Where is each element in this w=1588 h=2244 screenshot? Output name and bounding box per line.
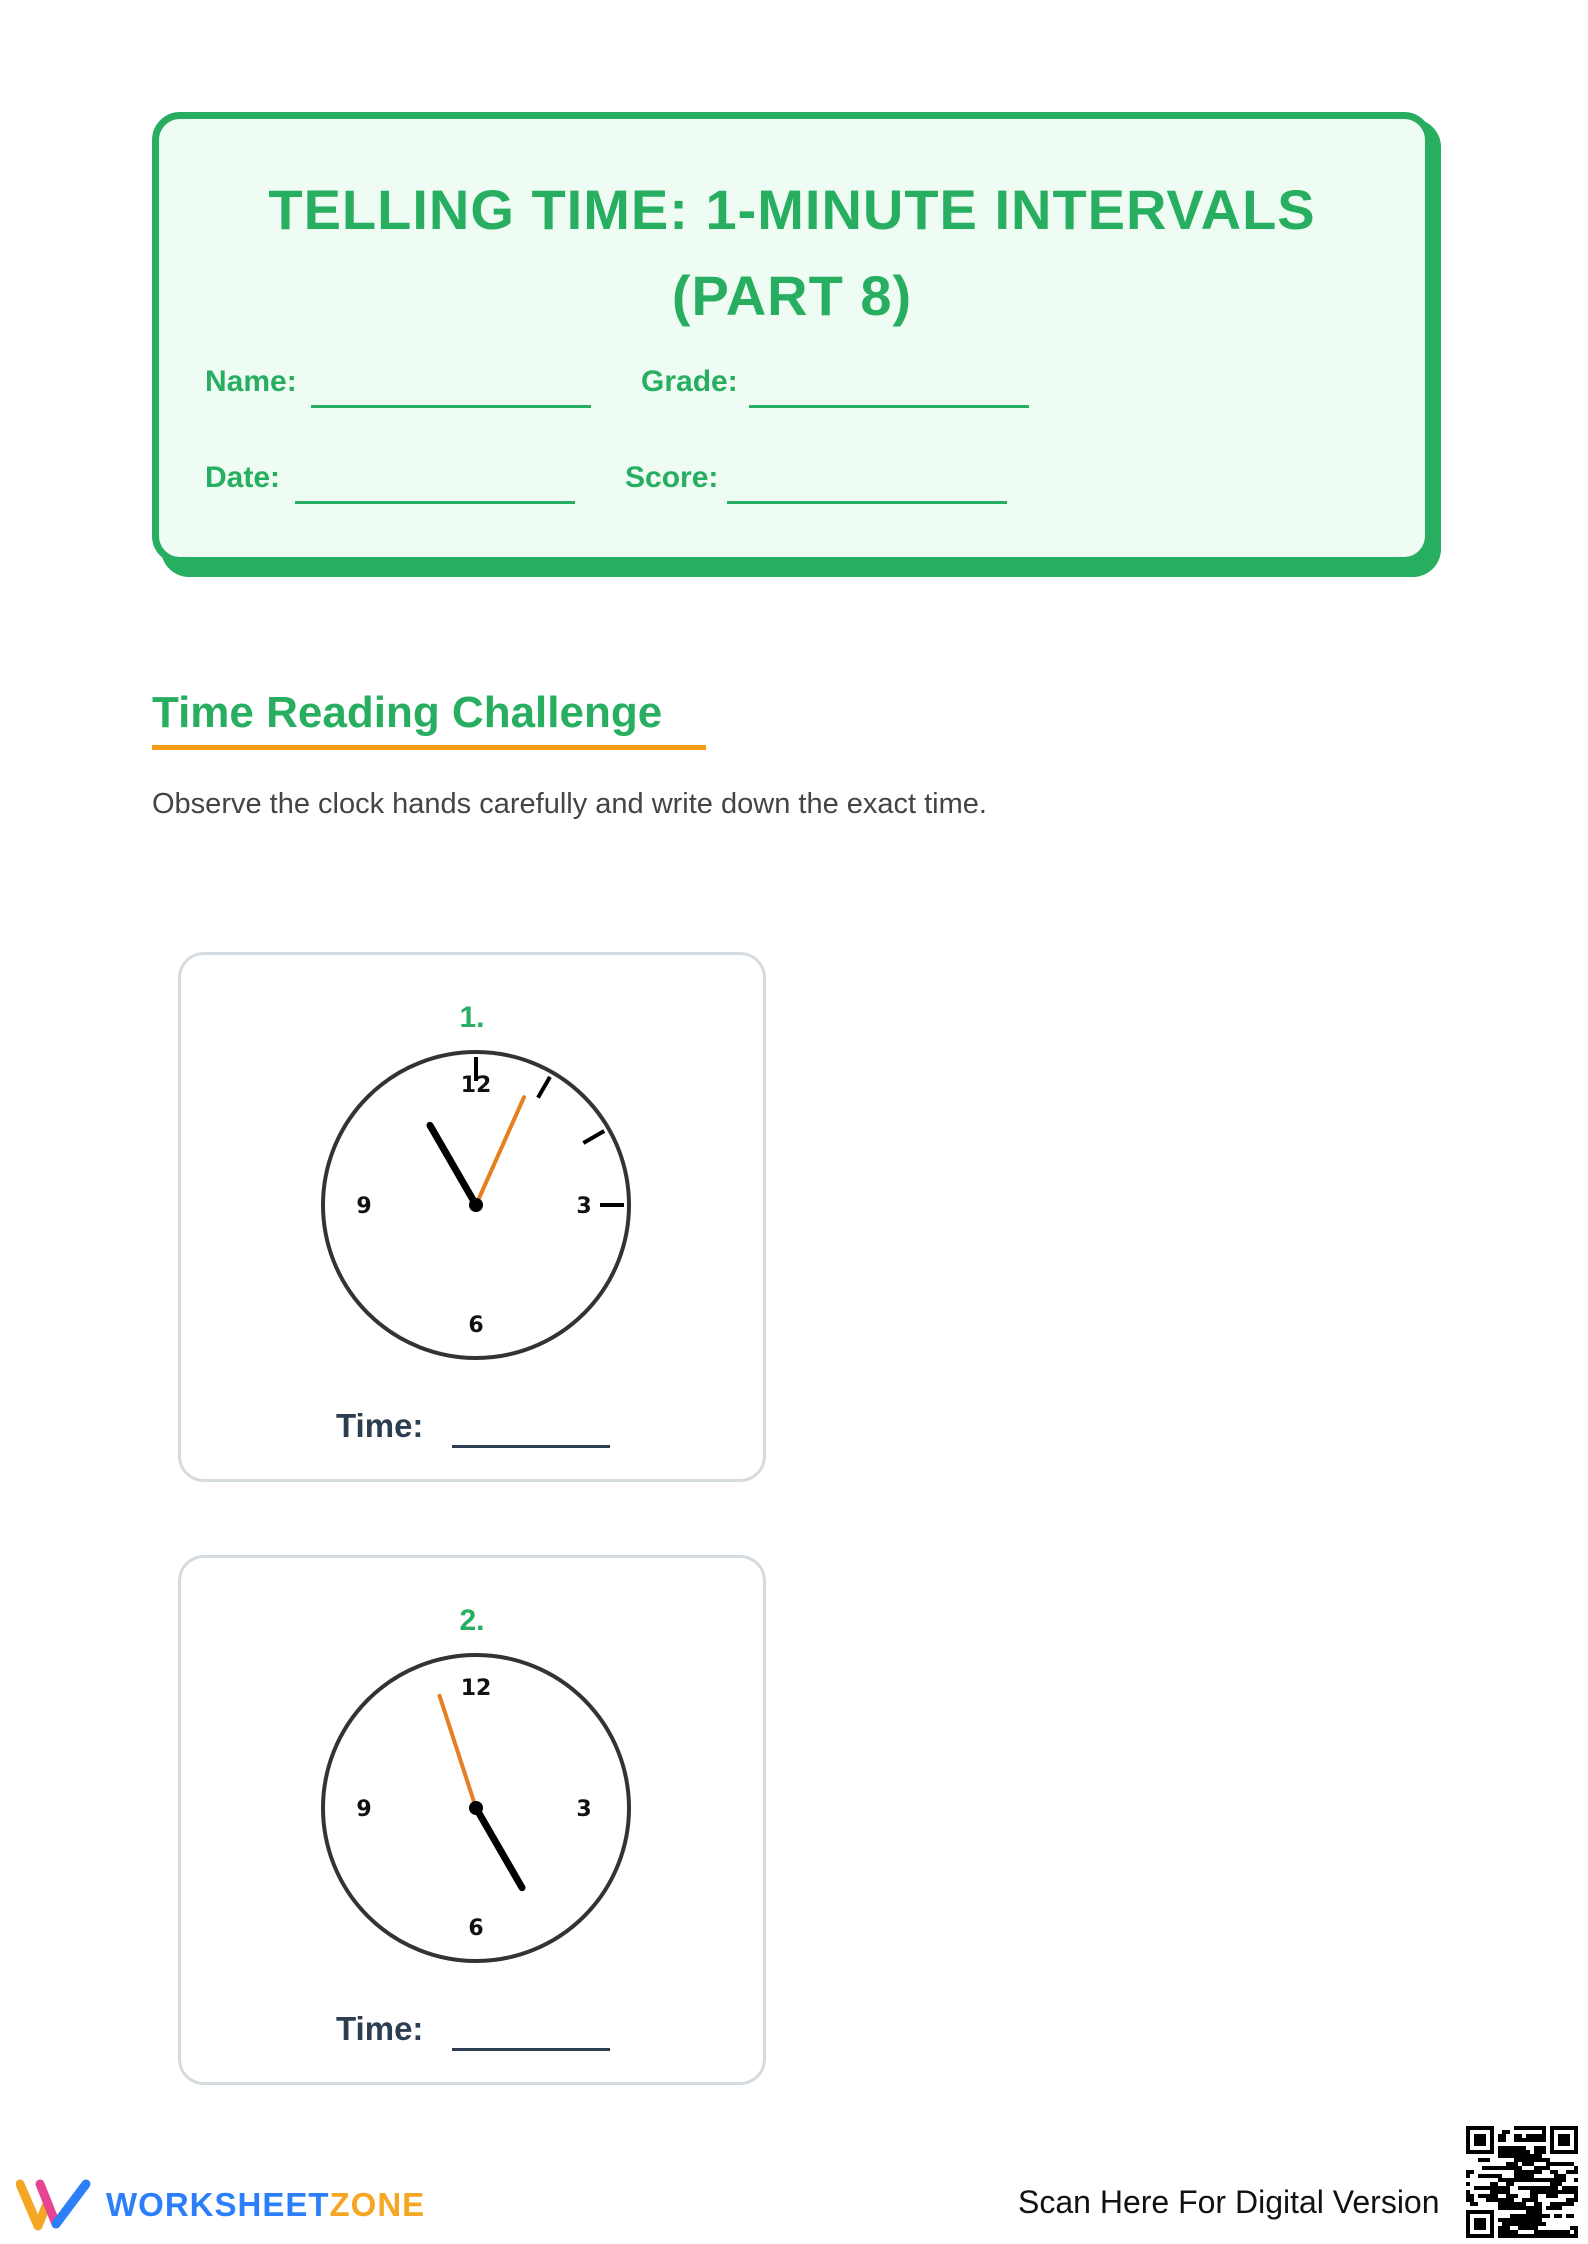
clock-center [469,1801,483,1815]
grade-label: Grade: [641,365,738,398]
brand-part-worksheet: WORKSHEET [106,2186,330,2223]
clock-face [318,1047,634,1363]
scan-text: Scan Here For Digital Version [1018,2184,1440,2220]
worksheet-header [152,112,1432,564]
name-label: Name: [205,365,297,398]
date-label: Date: [205,461,281,494]
time-label: Time: [336,2010,424,2047]
time-answer-field[interactable] [452,1445,610,1448]
numeral-3: 3 [576,1194,592,1219]
problem-number: 2. [459,1604,485,1637]
clock-center [469,1198,483,1212]
section-title: Time Reading Challenge [152,688,663,737]
numeral-12: 12 [460,1073,492,1098]
qr-code-icon[interactable] [1466,2126,1578,2238]
name-field[interactable] [311,405,591,408]
instructions: Observe the clock hands carefully and write down the exact time. [152,788,987,820]
problem-card-2 [178,1555,766,2085]
section-underline [152,745,706,750]
numeral-12: 12 [460,1676,492,1701]
worksheetzone-logo-icon [16,2176,96,2232]
time-label: Time: [336,1407,424,1444]
numeral-3: 3 [576,1797,592,1822]
numeral-6: 6 [468,1916,484,1941]
problem-number: 1. [459,1001,485,1034]
problem-card-1 [178,952,766,1482]
numeral-9: 9 [356,1797,372,1822]
brand-name [106,2186,425,2224]
date-field[interactable] [295,501,575,504]
grade-field[interactable] [749,405,1029,408]
page-title: TELLING TIME: 1-MINUTE INTERVALS (PART 8) [268,178,1316,327]
numeral-6: 6 [468,1313,484,1338]
numeral-9: 9 [356,1194,372,1219]
time-answer-field[interactable] [452,2048,610,2051]
score-field[interactable] [727,501,1007,504]
score-label: Score: [625,461,719,494]
brand-part-zone: ZONE [329,2186,426,2223]
clock-face [318,1650,634,1966]
